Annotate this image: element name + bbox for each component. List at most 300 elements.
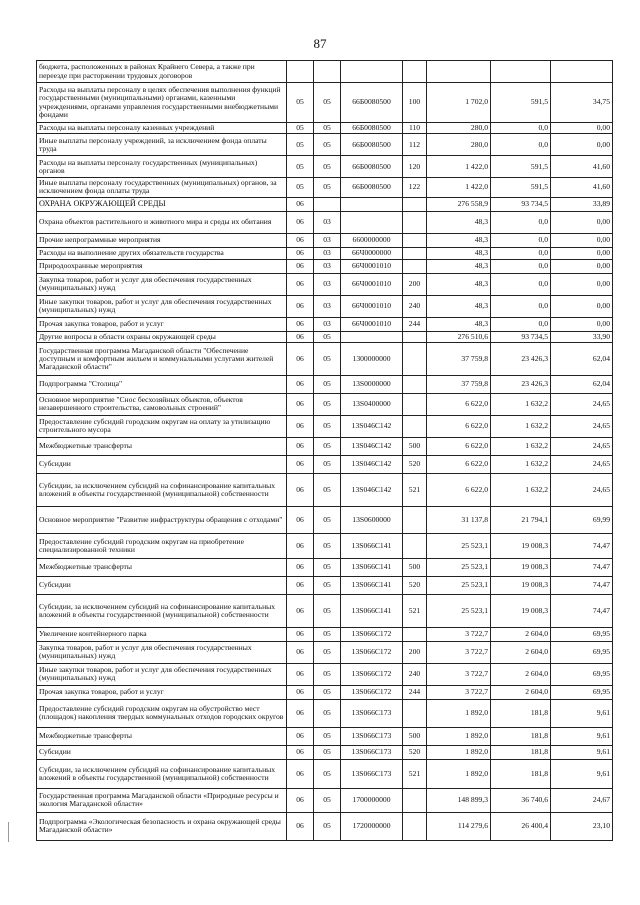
expense-type-cell: [403, 393, 427, 415]
planned-amount-cell: 48,3: [427, 259, 491, 273]
table-row: [37, 259, 613, 273]
executed-amount-cell: 19 008,3: [491, 533, 551, 558]
section-code-cell: 06: [287, 812, 314, 840]
executed-amount-cell: 0,0: [491, 211, 551, 233]
target-article-cell: 66Ч0001010: [341, 259, 403, 273]
table-row: [37, 61, 613, 83]
section-code-cell: 05: [287, 134, 314, 156]
planned-amount-cell: 25 523,1: [427, 533, 491, 558]
executed-amount-cell: 1 632,2: [491, 473, 551, 506]
executed-amount-cell: 1 632,2: [491, 437, 551, 455]
execution-percent-cell: 69,99: [551, 506, 613, 533]
target-article-cell: 13S066C172: [341, 685, 403, 699]
section-code-cell: 06: [287, 533, 314, 558]
section-code-cell: 06: [287, 437, 314, 455]
planned-amount-cell: 48,3: [427, 273, 491, 295]
table-row: [37, 247, 613, 259]
executed-amount-cell: 0,0: [491, 123, 551, 134]
executed-amount-cell: 1 632,2: [491, 393, 551, 415]
planned-amount-cell: 6 622,0: [427, 415, 491, 437]
section-code-cell: 06: [287, 627, 314, 641]
table-row: [37, 627, 613, 641]
subsection-code-cell: 05: [314, 627, 341, 641]
subsection-code-cell: 05: [314, 788, 341, 812]
subsection-code-cell: 03: [314, 317, 341, 331]
subsection-code-cell: 05: [314, 83, 341, 123]
target-article-cell: 13S0400000: [341, 393, 403, 415]
row-name-cell: Иные закупки товаров, работ и услуг для обеспечения государственных (муниципальных) нужд: [37, 663, 287, 685]
table-row: [37, 233, 613, 247]
row-name-cell: Межбюджетные трансферты: [37, 727, 287, 745]
executed-amount-cell: 591,5: [491, 156, 551, 178]
execution-percent-cell: 74,47: [551, 576, 613, 594]
row-name-cell: Субсидии: [37, 576, 287, 594]
executed-amount-cell: 21 794,1: [491, 506, 551, 533]
expense-type-cell: [403, 506, 427, 533]
planned-amount-cell: 37 759,8: [427, 375, 491, 393]
execution-percent-cell: 0,00: [551, 317, 613, 331]
section-code-cell: 06: [287, 415, 314, 437]
planned-amount-cell: 114 279,6: [427, 812, 491, 840]
subsection-code-cell: 05: [314, 455, 341, 473]
executed-amount-cell: 0,0: [491, 134, 551, 156]
table-row: [37, 788, 613, 812]
target-article-cell: 66Б0080500: [341, 134, 403, 156]
table-row: [37, 134, 613, 156]
section-code-cell: 06: [287, 331, 314, 342]
row-name-cell: бюджета, расположенных в районах Крайнего Севера, а также при переезде при расторжении трудовых договоров: [37, 61, 287, 83]
planned-amount-cell: 6 622,0: [427, 393, 491, 415]
subsection-code-cell: 03: [314, 247, 341, 259]
executed-amount-cell: 0,0: [491, 233, 551, 247]
executed-amount-cell: 0,0: [491, 317, 551, 331]
target-article-cell: 1720000000: [341, 812, 403, 840]
table-row: [37, 759, 613, 788]
planned-amount-cell: 3 722,7: [427, 663, 491, 685]
section-code-cell: 06: [287, 259, 314, 273]
target-article-cell: 13S046C142: [341, 473, 403, 506]
row-name-cell: Подпрограмма «Экологическая безопасность и охрана окружающей среды Магаданской области»: [37, 812, 287, 840]
executed-amount-cell: 2 604,0: [491, 641, 551, 663]
row-name-cell: Основное мероприятие "Развитие инфраструктуры обращения с отходами": [37, 506, 287, 533]
execution-percent-cell: 24,65: [551, 437, 613, 455]
planned-amount-cell: 3 722,7: [427, 641, 491, 663]
subsection-code-cell: 05: [314, 745, 341, 759]
row-name-cell: Субсидии: [37, 455, 287, 473]
subsection-code-cell: 05: [314, 594, 341, 627]
executed-amount-cell: 181,8: [491, 759, 551, 788]
planned-amount-cell: 48,3: [427, 247, 491, 259]
execution-percent-cell: 0,00: [551, 273, 613, 295]
section-code-cell: 06: [287, 594, 314, 627]
table-row: [37, 295, 613, 317]
target-article-cell: 13S0600000: [341, 506, 403, 533]
target-article-cell: [341, 331, 403, 342]
target-article-cell: 13S066C172: [341, 627, 403, 641]
expense-type-cell: 500: [403, 558, 427, 576]
planned-amount-cell: 6 622,0: [427, 437, 491, 455]
execution-percent-cell: 74,47: [551, 594, 613, 627]
target-article-cell: 13S066C173: [341, 699, 403, 727]
executed-amount-cell: 26 400,4: [491, 812, 551, 840]
execution-percent-cell: 0,00: [551, 259, 613, 273]
executed-amount-cell: 591,5: [491, 178, 551, 197]
table-row: [37, 415, 613, 437]
subsection-code-cell: 05: [314, 558, 341, 576]
row-name-cell: ОХРАНА ОКРУЖАЮЩЕЙ СРЕДЫ: [37, 197, 287, 211]
table-row: [37, 685, 613, 699]
table-row: [37, 197, 613, 211]
target-article-cell: 13S066C172: [341, 663, 403, 685]
section-code-cell: 06: [287, 663, 314, 685]
execution-percent-cell: 69,95: [551, 663, 613, 685]
table-row: [37, 533, 613, 558]
planned-amount-cell: 25 523,1: [427, 558, 491, 576]
scan-artifact: [8, 822, 9, 842]
planned-amount-cell: 148 899,3: [427, 788, 491, 812]
target-article-cell: 13S066C173: [341, 759, 403, 788]
target-article-cell: 66Б0080500: [341, 156, 403, 178]
expense-type-cell: [403, 812, 427, 840]
expense-type-cell: 240: [403, 663, 427, 685]
subsection-code-cell: 05: [314, 393, 341, 415]
execution-percent-cell: 23,10: [551, 812, 613, 840]
expense-type-cell: [403, 375, 427, 393]
executed-amount-cell: 23 426,3: [491, 342, 551, 375]
executed-amount-cell: 181,8: [491, 699, 551, 727]
executed-amount-cell: 1 632,2: [491, 415, 551, 437]
subsection-code-cell: 05: [314, 331, 341, 342]
expense-type-cell: 112: [403, 134, 427, 156]
target-article-cell: 1300000000: [341, 342, 403, 375]
subsection-code-cell: 03: [314, 295, 341, 317]
planned-amount-cell: 25 523,1: [427, 594, 491, 627]
planned-amount-cell: 1 702,0: [427, 83, 491, 123]
execution-percent-cell: [551, 61, 613, 83]
section-code-cell: 06: [287, 211, 314, 233]
row-name-cell: Природоохранные мероприятия: [37, 259, 287, 273]
execution-percent-cell: 9,61: [551, 727, 613, 745]
execution-percent-cell: 69,95: [551, 685, 613, 699]
executed-amount-cell: 2 604,0: [491, 685, 551, 699]
target-article-cell: 66Б0080500: [341, 123, 403, 134]
subsection-code-cell: 05: [314, 576, 341, 594]
execution-percent-cell: 24,65: [551, 455, 613, 473]
target-article-cell: 13S066C172: [341, 641, 403, 663]
planned-amount-cell: 280,0: [427, 123, 491, 134]
executed-amount-cell: [491, 61, 551, 83]
row-name-cell: Расходы на выплаты персоналу в целях обеспечения выполнения функций государственными (муниципальными) органами, казенными учреждениями, органами управления государственными внебюджетными фондами: [37, 83, 287, 123]
executed-amount-cell: 93 734,5: [491, 331, 551, 342]
planned-amount-cell: 31 137,8: [427, 506, 491, 533]
section-code-cell: 06: [287, 342, 314, 375]
execution-percent-cell: 0,00: [551, 247, 613, 259]
execution-percent-cell: 0,00: [551, 123, 613, 134]
target-article-cell: 13S046C142: [341, 455, 403, 473]
subsection-code-cell: 03: [314, 273, 341, 295]
execution-percent-cell: 0,00: [551, 211, 613, 233]
planned-amount-cell: 1 892,0: [427, 745, 491, 759]
table-row: [37, 342, 613, 375]
subsection-code-cell: 05: [314, 685, 341, 699]
section-code-cell: 05: [287, 178, 314, 197]
table-row: [37, 375, 613, 393]
planned-amount-cell: 6 622,0: [427, 455, 491, 473]
section-code-cell: 06: [287, 375, 314, 393]
execution-percent-cell: 0,00: [551, 295, 613, 317]
subsection-code-cell: 05: [314, 663, 341, 685]
section-code-cell: 06: [287, 576, 314, 594]
expense-type-cell: 200: [403, 641, 427, 663]
execution-percent-cell: 33,90: [551, 331, 613, 342]
executed-amount-cell: 19 008,3: [491, 576, 551, 594]
row-name-cell: Закупка товаров, работ и услуг для обеспечения государственных (муниципальных) нужд: [37, 641, 287, 663]
page-number: 87: [313, 36, 327, 51]
planned-amount-cell: 6 622,0: [427, 473, 491, 506]
planned-amount-cell: 276 558,9: [427, 197, 491, 211]
subsection-code-cell: 05: [314, 533, 341, 558]
target-article-cell: 66Б0080500: [341, 83, 403, 123]
subsection-code-cell: 03: [314, 233, 341, 247]
expense-type-cell: [403, 259, 427, 273]
table-row: [37, 273, 613, 295]
target-article-cell: [341, 197, 403, 211]
target-article-cell: 13S066C141: [341, 594, 403, 627]
execution-percent-cell: 74,47: [551, 533, 613, 558]
section-code-cell: 06: [287, 295, 314, 317]
subsection-code-cell: 05: [314, 375, 341, 393]
execution-percent-cell: 33,89: [551, 197, 613, 211]
subsection-code-cell: 05: [314, 156, 341, 178]
executed-amount-cell: 1 632,2: [491, 455, 551, 473]
execution-percent-cell: 0,00: [551, 233, 613, 247]
row-name-cell: Расходы на выплаты персоналу казенных учреждений: [37, 123, 287, 134]
target-article-cell: 66Ч0001010: [341, 317, 403, 331]
expense-type-cell: [403, 415, 427, 437]
execution-percent-cell: 69,95: [551, 641, 613, 663]
subsection-code-cell: 03: [314, 211, 341, 233]
expense-type-cell: [403, 233, 427, 247]
target-article-cell: [341, 61, 403, 83]
target-article-cell: 66Ч0000000: [341, 247, 403, 259]
table-row: [37, 83, 613, 123]
expense-type-cell: [403, 331, 427, 342]
table-row: [37, 699, 613, 727]
expense-type-cell: [403, 247, 427, 259]
target-article-cell: 13S066C141: [341, 558, 403, 576]
planned-amount-cell: 48,3: [427, 295, 491, 317]
subsection-code-cell: 03: [314, 259, 341, 273]
row-name-cell: Подпрограмма "Столица": [37, 375, 287, 393]
expense-type-cell: [403, 627, 427, 641]
expense-type-cell: 100: [403, 83, 427, 123]
table-row: [37, 211, 613, 233]
planned-amount-cell: 1 422,0: [427, 156, 491, 178]
executed-amount-cell: 0,0: [491, 273, 551, 295]
expense-type-cell: 500: [403, 437, 427, 455]
executed-amount-cell: 2 604,0: [491, 627, 551, 641]
planned-amount-cell: 1 422,0: [427, 178, 491, 197]
table-row: [37, 178, 613, 197]
execution-percent-cell: 9,61: [551, 699, 613, 727]
executed-amount-cell: 2 604,0: [491, 663, 551, 685]
table-row: [37, 123, 613, 134]
target-article-cell: 13S0000000: [341, 375, 403, 393]
row-name-cell: Основное мероприятие "Снос бесхозяйных объектов, объектов незавершенного строительства, самовольных строений": [37, 393, 287, 415]
planned-amount-cell: 3 722,7: [427, 627, 491, 641]
section-code-cell: 06: [287, 273, 314, 295]
section-code-cell: 06: [287, 317, 314, 331]
execution-percent-cell: 74,47: [551, 558, 613, 576]
expense-type-cell: 521: [403, 759, 427, 788]
subsection-code-cell: 05: [314, 727, 341, 745]
row-name-cell: Предоставление субсидий городским округам на приобретение специализированной техники: [37, 533, 287, 558]
row-name-cell: Субсидии, за исключением субсидий на софинансирование капитальных вложений в объекты государственной (муниципальной) собственности: [37, 473, 287, 506]
section-code-cell: 06: [287, 506, 314, 533]
target-article-cell: 66Б0080500: [341, 178, 403, 197]
section-code-cell: 06: [287, 745, 314, 759]
executed-amount-cell: 181,8: [491, 727, 551, 745]
row-name-cell: Субсидии: [37, 745, 287, 759]
target-article-cell: 66Ч0001010: [341, 295, 403, 317]
row-name-cell: Иные закупки товаров, работ и услуг для обеспечения государственных (муниципальных) нужд: [37, 295, 287, 317]
section-code-cell: [287, 61, 314, 83]
subsection-code-cell: [314, 197, 341, 211]
target-article-cell: 13S066C173: [341, 727, 403, 745]
section-code-cell: 06: [287, 197, 314, 211]
expense-type-cell: 200: [403, 273, 427, 295]
section-code-cell: 06: [287, 455, 314, 473]
row-name-cell: Предоставление субсидий городским округам на оплату за утилизацию строительного мусора: [37, 415, 287, 437]
executed-amount-cell: 181,8: [491, 745, 551, 759]
table-row: [37, 156, 613, 178]
execution-percent-cell: 41,60: [551, 178, 613, 197]
expense-type-cell: 521: [403, 473, 427, 506]
table-row: [37, 437, 613, 455]
section-code-cell: 06: [287, 641, 314, 663]
row-name-cell: Расходы на выполнение других обязательств государства: [37, 247, 287, 259]
execution-percent-cell: 0,00: [551, 134, 613, 156]
section-code-cell: 05: [287, 156, 314, 178]
target-article-cell: 13S046C142: [341, 415, 403, 437]
planned-amount-cell: 48,3: [427, 317, 491, 331]
expense-type-cell: 240: [403, 295, 427, 317]
expense-type-cell: 500: [403, 727, 427, 745]
table-row: [37, 576, 613, 594]
expense-type-cell: 120: [403, 156, 427, 178]
row-name-cell: Прочие непрограммные мероприятия: [37, 233, 287, 247]
section-code-cell: 06: [287, 473, 314, 506]
table-row: [37, 558, 613, 576]
row-name-cell: Субсидии, за исключением субсидий на софинансирование капитальных вложений в объекты государственной (муниципальной) собственности: [37, 594, 287, 627]
table-body: [37, 61, 613, 841]
section-code-cell: 05: [287, 123, 314, 134]
section-code-cell: 06: [287, 247, 314, 259]
executed-amount-cell: 19 008,3: [491, 558, 551, 576]
row-name-cell: Охрана объектов растительного и животного мира и среды их обитания: [37, 211, 287, 233]
section-code-cell: 06: [287, 685, 314, 699]
execution-percent-cell: 24,65: [551, 473, 613, 506]
expense-type-cell: [403, 699, 427, 727]
expense-type-cell: 110: [403, 123, 427, 134]
subsection-code-cell: 05: [314, 641, 341, 663]
row-name-cell: Увеличение контейнерного парка: [37, 627, 287, 641]
row-name-cell: Межбюджетные трансферты: [37, 558, 287, 576]
row-name-cell: Другие вопросы в области охраны окружающей среды: [37, 331, 287, 342]
row-name-cell: Государственная программа Магаданской области «Природные ресурсы и экология Магаданской области»: [37, 788, 287, 812]
planned-amount-cell: 25 523,1: [427, 576, 491, 594]
row-name-cell: Закупка товаров, работ и услуг для обеспечения государственных (муниципальных) нужд: [37, 273, 287, 295]
expense-type-cell: 520: [403, 745, 427, 759]
executed-amount-cell: 93 734,5: [491, 197, 551, 211]
expense-type-cell: 244: [403, 685, 427, 699]
planned-amount-cell: 48,3: [427, 211, 491, 233]
executed-amount-cell: 0,0: [491, 247, 551, 259]
execution-percent-cell: 9,61: [551, 745, 613, 759]
table-row: [37, 393, 613, 415]
row-name-cell: Расходы на выплаты персоналу государственных (муниципальных) органов: [37, 156, 287, 178]
expense-type-cell: 244: [403, 317, 427, 331]
subsection-code-cell: 05: [314, 134, 341, 156]
subsection-code-cell: 05: [314, 415, 341, 437]
table-row: [37, 745, 613, 759]
execution-percent-cell: 9,61: [551, 759, 613, 788]
table-row: [37, 506, 613, 533]
execution-percent-cell: 24,65: [551, 415, 613, 437]
execution-percent-cell: 62,04: [551, 342, 613, 375]
expense-type-cell: 122: [403, 178, 427, 197]
expense-type-cell: [403, 211, 427, 233]
execution-percent-cell: 24,67: [551, 788, 613, 812]
table-row: [37, 455, 613, 473]
target-article-cell: 13S066C141: [341, 533, 403, 558]
row-name-cell: Предоставление субсидий городским округам на обустройство мест (площадок) накопления твердых коммунальных отходов городских округов: [37, 699, 287, 727]
section-code-cell: 05: [287, 83, 314, 123]
subsection-code-cell: 05: [314, 178, 341, 197]
expense-type-cell: [403, 533, 427, 558]
planned-amount-cell: 280,0: [427, 134, 491, 156]
executed-amount-cell: 19 008,3: [491, 594, 551, 627]
execution-percent-cell: 41,60: [551, 156, 613, 178]
subsection-code-cell: 05: [314, 437, 341, 455]
subsection-code-cell: [314, 61, 341, 83]
planned-amount-cell: 1 892,0: [427, 759, 491, 788]
execution-percent-cell: 69,95: [551, 627, 613, 641]
section-code-cell: 06: [287, 727, 314, 745]
target-article-cell: 13S066C141: [341, 576, 403, 594]
executed-amount-cell: 591,5: [491, 83, 551, 123]
section-code-cell: 06: [287, 393, 314, 415]
target-article-cell: 66Ч0001010: [341, 273, 403, 295]
planned-amount-cell: 37 759,8: [427, 342, 491, 375]
target-article-cell: 6600000000: [341, 233, 403, 247]
expense-type-cell: [403, 788, 427, 812]
row-name-cell: Государственная программа Магаданской области "Обеспечение доступным и комфортным жильем и коммунальными услугами жителей Магаданской области": [37, 342, 287, 375]
expense-type-cell: [403, 342, 427, 375]
planned-amount-cell: [427, 61, 491, 83]
table-row: [37, 727, 613, 745]
row-name-cell: Прочая закупка товаров, работ и услуг: [37, 685, 287, 699]
planned-amount-cell: 3 722,7: [427, 685, 491, 699]
budget-table: [36, 60, 613, 841]
planned-amount-cell: 276 510,6: [427, 331, 491, 342]
planned-amount-cell: 1 892,0: [427, 699, 491, 727]
row-name-cell: Субсидии, за исключением субсидий на софинансирование капитальных вложений в объекты государственной (муниципальной) собственности: [37, 759, 287, 788]
target-article-cell: 1700000000: [341, 788, 403, 812]
subsection-code-cell: 05: [314, 473, 341, 506]
table-row: [37, 812, 613, 840]
section-code-cell: 06: [287, 233, 314, 247]
